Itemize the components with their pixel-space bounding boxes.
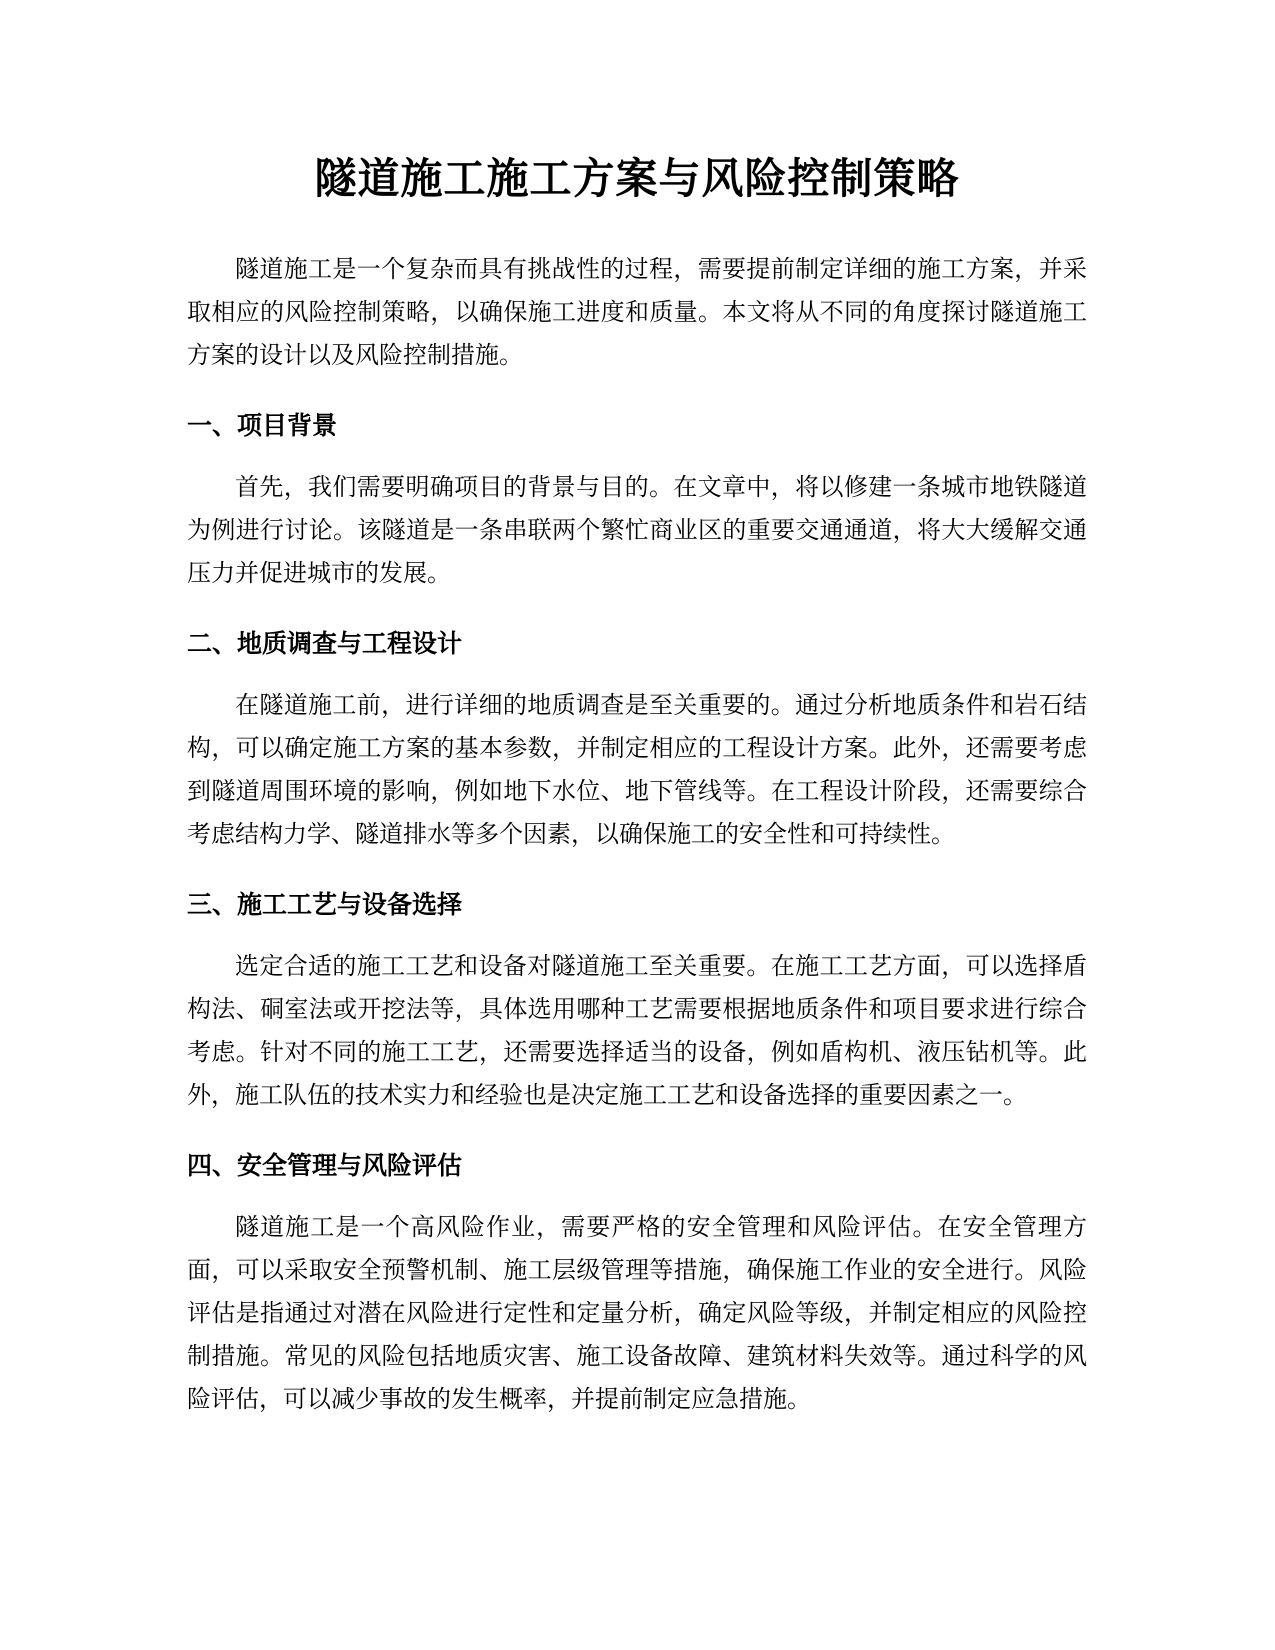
section-heading: 二、地质调查与工程设计: [187, 629, 463, 658]
section-paragraph: 在隧道施工前，进行详细的地质调查是至关重要的。通过分析地质条件和岩石结构，可以确定施工方案的基本参数，并制定相应的工程设计方案。此外，还需要考虑到隧道周围环境的影响，例如地下水位、地下管线等。在工程设计阶段，还需要综合考虑结构力学、隧道排水等多个因素，以确保施工的安全性和可持续性。: [187, 691, 1087, 848]
intro-paragraph: 隧道施工是一个复杂而具有挑战性的过程，需要提前制定详细的施工方案，并采取相应的风险控制策略，以确保施工进度和质量。本文将从不同的角度探讨隧道施工方案的设计以及风险控制措施。: [187, 255, 1087, 369]
section-project-background: [187, 406, 1087, 595]
document-page: [187, 138, 1087, 1421]
section-paragraph: 选定合适的施工工艺和设备对隧道施工至关重要。在施工工艺方面，可以选择盾构法、硐室法或开挖法等，具体选用哪种工艺需要根据地质条件和项目要求进行综合考虑。针对不同的施工工艺，还需要选择适当的设备，例如盾构机、液压钻机等。此外，施工队伍的技术实力和经验也是决定施工工艺和设备选择的重要因素之一。: [187, 952, 1087, 1109]
section-heading: 一、项目背景: [187, 411, 338, 440]
section-heading: 四、安全管理与风险评估: [187, 1151, 463, 1180]
section-geological-survey: [187, 624, 1087, 856]
section-construction-process: [187, 885, 1087, 1117]
section-heading: 三、施工工艺与设备选择: [187, 890, 463, 919]
document-title: 隧道施工施工方案与风险控制策略: [314, 154, 960, 203]
section-paragraph: 隧道施工是一个高风险作业，需要严格的安全管理和风险评估。在安全管理方面，可以采取安全预警机制、施工层级管理等措施，确保施工作业的安全进行。风险评估是指通过对潜在风险进行定性和定量分析，确定风险等级，并制定相应的风险控制措施。常见的风险包括地质灾害、施工设备故障、建筑材料失效等。通过科学的风险评估，可以减少事故的发生概率，并提前制定应急措施。: [187, 1213, 1087, 1413]
section-safety-management: [187, 1146, 1087, 1421]
section-paragraph: 首先，我们需要明确项目的背景与目的。在文章中，将以修建一条城市地铁隧道为例进行讨论。该隧道是一条串联两个繁忙商业区的重要交通通道，将大大缓解交通压力并促进城市的发展。: [187, 473, 1087, 587]
